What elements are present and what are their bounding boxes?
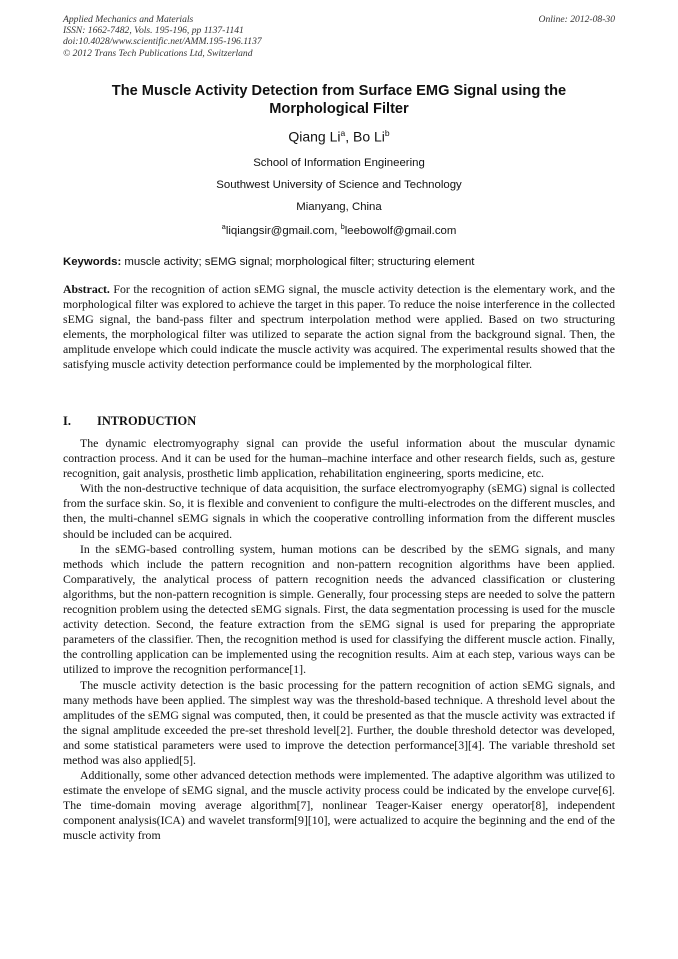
email-mark: b <box>340 222 345 231</box>
keywords-line <box>63 256 615 268</box>
abstract-label: Abstract. <box>63 282 110 296</box>
section-title: INTRODUCTION <box>97 414 197 428</box>
affiliation-university: Southwest University of Science and Technology <box>216 179 462 191</box>
section-number: I. <box>63 414 71 428</box>
online-date: Online: 2012-08-30 <box>538 14 615 25</box>
abstract <box>63 282 615 373</box>
author-name: Bo Li <box>353 128 385 145</box>
copyright-line: © 2012 Trans Tech Publications Ltd, Switzerland <box>63 47 253 59</box>
keywords-label: Keywords: <box>63 256 122 268</box>
email-address: liqiangsir@gmail.com, <box>225 224 341 237</box>
author-name: Qiang Li <box>288 128 341 145</box>
email-mark: a <box>221 222 226 231</box>
title-line-2: Morphological Filter <box>269 101 409 117</box>
keywords-text: muscle activity; sEMG signal; morphological filter; structuring element <box>121 256 475 268</box>
paragraph: In the sEMG-based controlling system, human motions can be described by the sEMG signals, and many methods which include the pattern recognition and non-pattern recognition algorithms have been applied. Comparatively, the analytical process of pattern recognition needs the advanced classification or clustering algorithms, but the non-pattern recognition is simple. Generally, four processing steps are needed to solve the pattern recognition problem using the detected sEMG signals. First, the data segmentation processing is used for the muscle activity detection. Second, the feature extraction from the sEMG signal is used for preparing the appropriate parameters of the classifier. Then, the recognition method is used for classifying the different muscle action. Finally, the controlling application can be implemented using the recognition results. Aim at each step, various ways can be utilized to improve the recognition performance[1]. <box>63 541 615 677</box>
author-affil-mark: b <box>384 128 390 138</box>
email-address: leebowolf@gmail.com <box>344 224 457 237</box>
title-line-1: The Muscle Activity Detection from Surface EMG Signal using the <box>111 83 567 99</box>
affiliation-city: Mianyang, China <box>296 201 382 213</box>
affiliation-school: School of Information Engineering <box>253 157 425 169</box>
author-list <box>63 128 615 145</box>
abstract-text: For the recognition of action sEMG signal, the muscle activity detection is the elementary work, and the morphological filter was explored to achieve the target in this paper. To reduce the noise interference in the collected sEMG signal, the band-pass filter and spectrum interpolation method were applied. Based on two structuring elements, the morphological filter was utilized to separate the action signal from the background signal. Then, the amplitude envelope which could indicate the muscle activity was acquired. The experimental results showed that the satisfying muscle activity detection performance could be implemented by the morphological filter. <box>63 282 615 372</box>
email-line <box>63 222 615 237</box>
paragraph: With the non-destructive technique of data acquisition, the surface electromyography (sEMG) signal is collected from the surface skin. So, it is flexible and convenient to configure the multi-electrodes on the different muscles, and then, the multi-channel sEMG signals in which the cooperative controlling information from the different muscles should be included can be acquired. <box>63 481 615 541</box>
intro-body <box>63 436 615 844</box>
issn-line: ISSN: 1662-7482, Vols. 195-196, pp 1137-1141 <box>63 25 244 37</box>
author-separator: , <box>345 128 353 145</box>
doi-line: doi:10.4028/www.scientific.net/AMM.195-196.1137 <box>63 36 262 48</box>
section-heading <box>63 414 196 429</box>
paragraph: Additionally, some other advanced detection methods were implemented. The adaptive algorithm was utilized to estimate the envelope of sEMG signal, and the muscle activity process could be indicated by the envelope curve[6]. The time-domain moving average algorithm[7], nonlinear Teager-Kaiser energy operator[8], independent component analysis(ICA) and wavelet transform[9][10], were actualized to acquire the beginning and the end of the muscle activity from <box>63 768 615 843</box>
journal-header <box>63 14 262 59</box>
journal-name: Applied Mechanics and Materials <box>63 14 194 25</box>
paragraph: The dynamic electromyography signal can provide the useful information about the muscular dynamic contraction process. And it can be used for the human–machine interface and other research fields, such as, gesture recognition, gait analysis, prosthetic limb application, rehabilitation engineering, sports medicine, etc. <box>63 436 615 481</box>
paragraph: The muscle activity detection is the basic processing for the pattern recognition of action sEMG signals, and many methods have been applied. The simplest way was the threshold-based technique. A threshold level about the amplitudes of the sEMG signal was computed, then, it could be presented as that the muscle activity was extracted if the signal amplitude exceeded the pre-set threshold level[2]. Further, the double threshold detector was developed, and some statistical parameters were used to improve the detection performance[3][4]. The variable threshold set method was also applied[5]. <box>63 677 615 767</box>
paper-title <box>63 82 615 118</box>
author-affil-mark: a <box>340 128 346 138</box>
